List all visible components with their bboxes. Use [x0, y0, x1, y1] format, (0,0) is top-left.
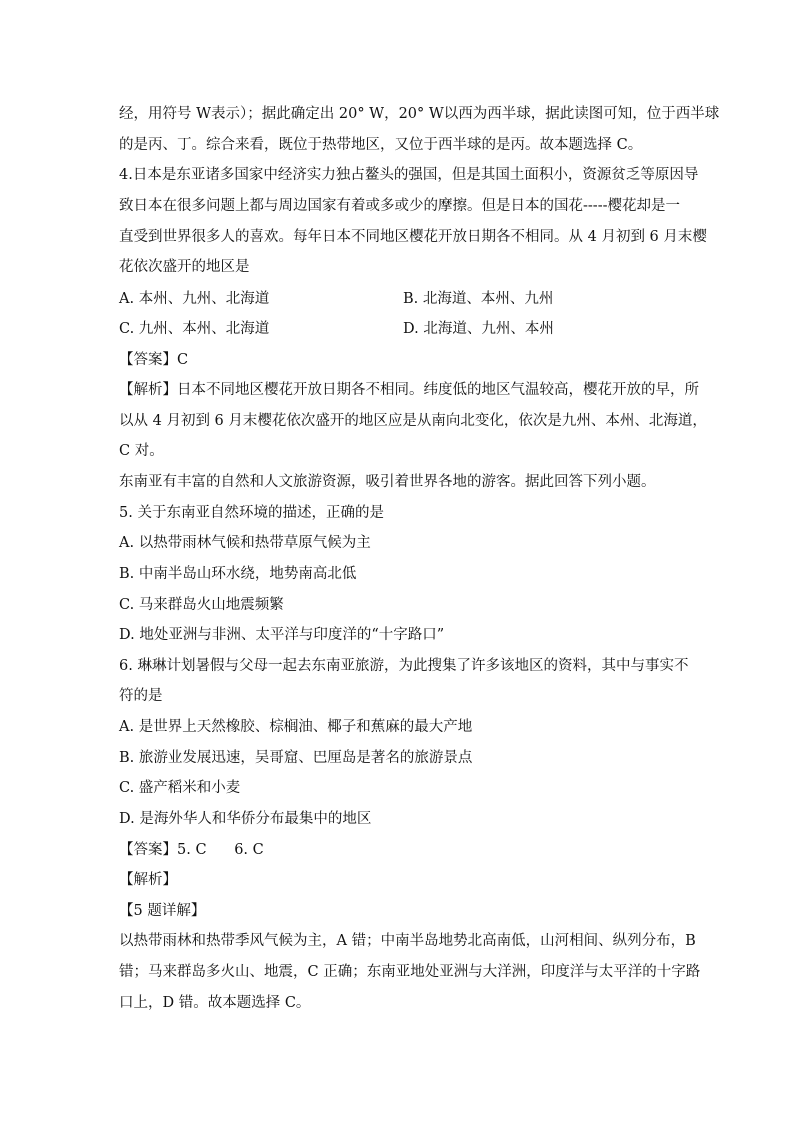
analysis-4: C 对。: [119, 443, 164, 459]
analysis-4: 以从 4 月初到 6 月末樱花依次盛开的地区应是从南向北变化，依次是九州、本州、北海道，: [119, 413, 707, 429]
detail-5-text: 错；马来群岛多火山、地震，C 正确；东南亚地处亚洲与大洋洲，印度洋与太平洋的十字路: [119, 964, 701, 980]
option-c: C. 马来群岛火山地震频繁: [119, 597, 284, 613]
option-d: D. 是海外华人和华侨分布最集中的地区: [119, 811, 372, 827]
intro-5-6: 东南亚有丰富的自然和人文旅游资源，吸引着世界各地的游客。据此回答下列小题。: [119, 474, 656, 490]
option-a: A. 以热带雨林气候和热带草原气候为主: [119, 535, 371, 551]
option-c: C. 盛产稻米和小麦: [119, 780, 241, 796]
text-line: 的是丙、丁。综合来看，既位于热带地区，又位于西半球的是丙。故本题选择 C。: [119, 137, 643, 153]
detail-5-heading: 【5 题详解】: [119, 903, 206, 919]
option-c: C. 九州、本州、北海道: [119, 321, 270, 337]
question-5-stem: 5. 关于东南亚自然环境的描述，正确的是: [119, 505, 384, 521]
option-d: D. 地处亚洲与非洲、太平洋与印度洋的“十字路口”: [119, 627, 445, 643]
detail-5-text: 口上，D 错。故本题选择 C。: [119, 995, 311, 1011]
question-6-stem: 6. 琳琳计划暑假与父母一起去东南亚旅游，为此搜集了许多该地区的资料，其中与事实不: [119, 658, 689, 674]
option-d: D. 北海道、九州、本州: [403, 321, 554, 337]
option-b: B. 旅游业发展迅速，吴哥窟、巴厘岛是著名的旅游景点: [119, 750, 473, 766]
question-4-stem: 4.日本是东亚诸多国家中经济实力独占鳌头的强国，但是其国土面积小，资源贫乏等原因导: [119, 167, 699, 183]
option-a: A. 本州、九州、北海道: [119, 291, 270, 307]
answer-4: 【答案】C: [119, 352, 189, 368]
answer-5-6: 【答案】5. C 6. C: [119, 842, 264, 858]
text-line: 直受到世界很多人的喜欢。每年日本不同地区樱花开放日期各不相同。从 4 月初到 6 月末樱: [119, 229, 707, 245]
detail-5-text: 以热带雨林和热带季风气候为主，A 错；中南半岛地势北高南低，山河相间、纵列分布，B: [119, 933, 696, 949]
text-line: 经，用符号 W表示）；据此确定出 20° W，20° W以西为西半球，据此读图可知，位于西半球: [119, 106, 720, 122]
analysis-4: 【解析】日本不同地区樱花开放日期各不相同。纬度低的地区气温较高，樱花开放的早，所: [119, 382, 699, 398]
question-6-stem: 符的是: [119, 688, 163, 704]
option-b: B. 中南半岛山环水绕，地势南高北低: [119, 566, 357, 582]
option-b: B. 北海道、本州、九州: [403, 291, 554, 307]
analysis-heading: 【解析】: [119, 872, 177, 888]
text-line: 致日本在很多问题上都与周边国家有着或多或少的摩擦。但是日本的国花-----樱花却是一: [119, 198, 680, 214]
text-line: 花依次盛开的地区是: [119, 259, 250, 275]
option-a: A. 是世界上天然橡胶、棕榈油、椰子和蕉麻的最大产地: [119, 719, 473, 735]
